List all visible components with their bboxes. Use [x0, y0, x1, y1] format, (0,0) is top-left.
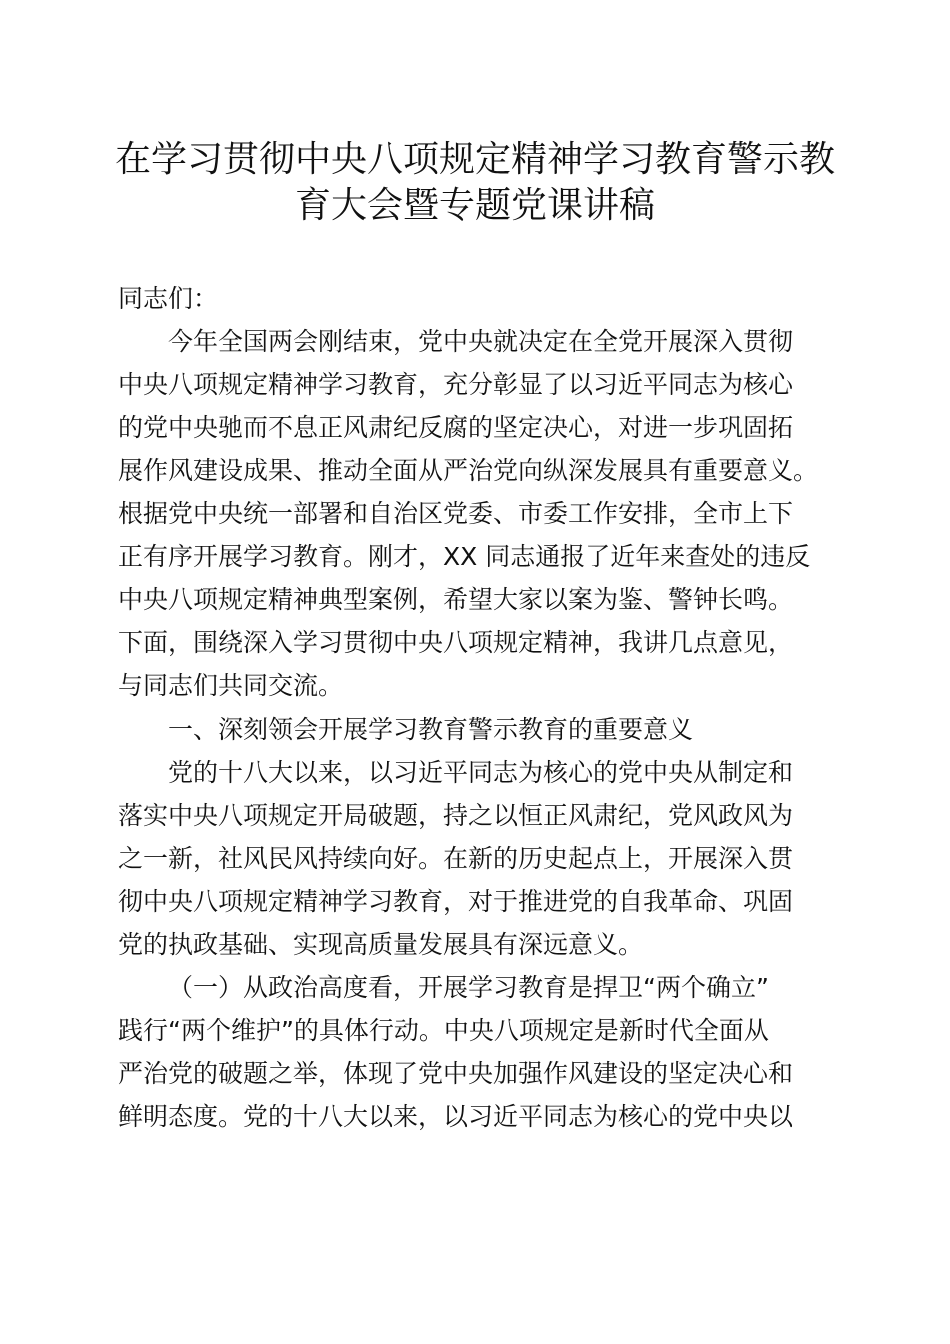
document-title-line-1: 在学习贯彻中央八项规定精神学习教育警示教	[114, 139, 835, 180]
paragraph-line: 之一新，社风民风持续向好。在新的历史起点上，开展深入贯	[118, 844, 794, 873]
paragraph-line: 中央八项规定精神典型案例，希望大家以案为鉴、警钟长鸣。	[118, 585, 794, 614]
paragraph-line: 严治党的破题之举，体现了党中央加强作风建设的坚定决心和	[118, 1059, 794, 1088]
paragraph-line: 的党中央驰而不息正风肃纪反腐的坚定决心，对进一步巩固拓	[118, 413, 794, 442]
paragraph-line: 践行“两个维护”的具体行动。中央八项规定是新时代全面从	[118, 1016, 769, 1045]
paragraph-line: 根据党中央统一部署和自治区党委、市委工作安排，全市上下	[118, 499, 794, 528]
paragraph-line: 展作风建设成果、推动全面从严治党向纵深发展具有重要意义。	[118, 456, 819, 485]
paragraph-line: 今年全国两会刚结束，党中央就决定在全党开展深入贯彻	[168, 327, 794, 356]
paragraph-line: 正有序开展学习教育。刚才，XX 同志通报了近年来查处的违反	[118, 542, 811, 571]
document-title-line-2: 育大会暨专题党课讲稿	[294, 185, 655, 226]
paragraph-line: 党的执政基础、实现高质量发展具有深远意义。	[118, 930, 644, 959]
paragraph-line: 鲜明态度。党的十八大以来，以习近平同志为核心的党中央以	[118, 1102, 794, 1131]
paragraph-line: 中央八项规定精神学习教育，充分彰显了以习近平同志为核心	[118, 370, 794, 399]
paragraph-line: 与同志们共同交流。	[118, 671, 344, 700]
section-heading: 一、深刻领会开展学习教育警示教育的重要意义	[168, 715, 694, 744]
paragraph-line: 彻中央八项规定精神学习教育，对于推进党的自我革命、巩固	[118, 887, 794, 916]
paragraph-line: 党的十八大以来，以习近平同志为核心的党中央从制定和	[168, 758, 794, 787]
paragraph-line: 落实中央八项规定开局破题，持之以恒正风肃纪，党风政风为	[118, 801, 794, 830]
salutation: 同志们：	[118, 284, 219, 313]
paragraph-line: 下面，围绕深入学习贯彻中央八项规定精神，我讲几点意见，	[118, 628, 794, 657]
subsection-line: （一）从政治高度看，开展学习教育是捍卫“两个确立”	[168, 973, 769, 1002]
